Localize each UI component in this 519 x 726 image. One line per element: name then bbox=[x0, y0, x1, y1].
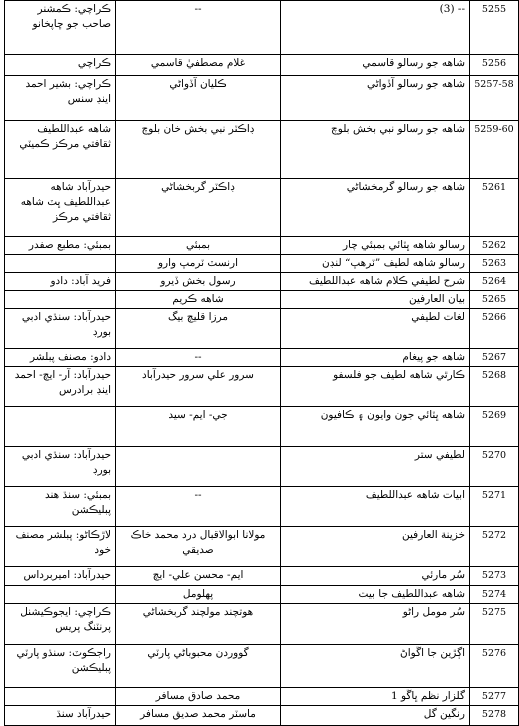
author-cell: سرور علي سرور حيدرآباد bbox=[116, 367, 281, 407]
title-cell: گلزار نظم ڀاڱو 1 bbox=[281, 688, 470, 706]
publisher-cell: بمبئي: سنڌ هند پبليڪشن bbox=[5, 487, 116, 527]
entry-number-cell: 5271 bbox=[470, 487, 519, 527]
author-cell: ڊاڪٽر نبي بخش خان بلوچ bbox=[116, 121, 281, 179]
publisher-cell: شاهه عبداللطيف ثقافتي مرڪز ڪميٽي bbox=[5, 121, 116, 179]
publisher-cell bbox=[5, 255, 116, 273]
author-cell: گووردن محبوباڻي پارٽي bbox=[116, 645, 281, 688]
title-cell: شاهه عبداللطيف جا بيت bbox=[281, 586, 470, 604]
table-row bbox=[5, 645, 519, 688]
title-cell: سُر مارئي bbox=[281, 567, 470, 586]
author-cell: ماسٽر محمد صديق مسافر bbox=[116, 706, 281, 726]
table-row bbox=[5, 407, 519, 447]
author-cell: -- bbox=[116, 1, 281, 55]
table-row bbox=[5, 706, 519, 726]
entry-number-cell: 5263 bbox=[470, 255, 519, 273]
table-row bbox=[5, 55, 519, 76]
title-cell: بيان العارفين bbox=[281, 291, 470, 309]
entry-number-cell: 5274 bbox=[470, 586, 519, 604]
author-cell: بمبئي bbox=[116, 237, 281, 255]
title-cell: ڪارٿي شاهه لطيف جو فلسفو bbox=[281, 367, 470, 407]
title-cell: ابيات شاهه عبداللطيف bbox=[281, 487, 470, 527]
table-row bbox=[5, 255, 519, 273]
publisher-cell: حيدرآباد: سنڌي ادبي بورڊ bbox=[5, 447, 116, 487]
entry-number-cell: 5265 bbox=[470, 291, 519, 309]
title-cell: -- (3) bbox=[281, 1, 470, 55]
author-cell: رسول بخش ڏيرو bbox=[116, 273, 281, 291]
title-cell: رنگين گل bbox=[281, 706, 470, 726]
publisher-cell: حيدرآباد: سنڌي ادبي بورڊ bbox=[5, 309, 116, 349]
publisher-cell: ڪراچي: ايجوڪيشنل پرنٽنگ پريس bbox=[5, 604, 116, 645]
table-row bbox=[5, 291, 519, 309]
publisher-cell bbox=[5, 688, 116, 706]
table-row bbox=[5, 76, 519, 121]
title-cell: اڳڙين جا اڱواڻ bbox=[281, 645, 470, 688]
title-cell: لطيفي ستر bbox=[281, 447, 470, 487]
table-row bbox=[5, 527, 519, 567]
author-cell bbox=[116, 447, 281, 487]
table-row bbox=[5, 447, 519, 487]
publisher-cell bbox=[5, 407, 116, 447]
entry-number-cell: 5261 bbox=[470, 179, 519, 237]
author-cell: ايم- محسن علي- ايچ bbox=[116, 567, 281, 586]
entry-number-cell: 5262 bbox=[470, 237, 519, 255]
table-row bbox=[5, 237, 519, 255]
title-cell: شاهه ڀٽائي جون وايون ۽ ڪافيون bbox=[281, 407, 470, 447]
author-cell: ڊاڪٽر گربخشاڻي bbox=[116, 179, 281, 237]
title-cell: شاهه جو رسالو گرمخشاڻي bbox=[281, 179, 470, 237]
table-row bbox=[5, 121, 519, 179]
entry-number-cell: 5277 bbox=[470, 688, 519, 706]
entry-number-cell: 5270 bbox=[470, 447, 519, 487]
publisher-cell: بمبئي: مطبع صفدر bbox=[5, 237, 116, 255]
table-row bbox=[5, 688, 519, 706]
publisher-cell: لاڙڪاڻو: پبلشر مصنف خود bbox=[5, 527, 116, 567]
publisher-cell: فريد آباد: دادو bbox=[5, 273, 116, 291]
entry-number-cell: 5267 bbox=[470, 349, 519, 367]
author-cell: ارنسٽ ٽرمپ وارو bbox=[116, 255, 281, 273]
publisher-cell: حيدرآباد: آر- ايچ- احمد اينڊ برادرس bbox=[5, 367, 116, 407]
author-cell: غلام مصطفيٰ قاسمي bbox=[116, 55, 281, 76]
entry-number-cell: 5269 bbox=[470, 407, 519, 447]
title-cell: رسالو شاهه ڀٽائي بمبئي چار bbox=[281, 237, 470, 255]
author-cell: ڪليان آڏواڻي bbox=[116, 76, 281, 121]
publisher-cell: حيدرآباد شاهه عبداللطيف ڀٽ شاهه ثقافتي مرڪز bbox=[5, 179, 116, 237]
entry-number-cell: 5275 bbox=[470, 604, 519, 645]
entry-number-cell: 5278 bbox=[470, 706, 519, 726]
publisher-cell: دادو: مصنف پبلشر bbox=[5, 349, 116, 367]
publisher-cell: ڪراچي: بشير احمد اينڊ سنس bbox=[5, 76, 116, 121]
title-cell: شاهه جو رسالو آڏواڻي bbox=[281, 76, 470, 121]
title-cell: شاهه جو رسالو قاسمي bbox=[281, 55, 470, 76]
title-cell: لغات لطيفي bbox=[281, 309, 470, 349]
title-cell: شاهه جو رسالو نبي بخش بلوچ bbox=[281, 121, 470, 179]
publisher-cell: ڪراچي bbox=[5, 55, 116, 76]
bibliography-table bbox=[4, 0, 519, 726]
table-row bbox=[5, 273, 519, 291]
publisher-cell: حيدرآباد سنڌ bbox=[5, 706, 116, 726]
author-cell: محمد صادق مسافر bbox=[116, 688, 281, 706]
publisher-cell: حيدرآباد: اميربرداس bbox=[5, 567, 116, 586]
table-row bbox=[5, 586, 519, 604]
entry-number-cell: 5256 bbox=[470, 55, 519, 76]
table-row bbox=[5, 487, 519, 527]
entry-number-cell: 5259-60 bbox=[470, 121, 519, 179]
title-cell: شاهه جو پيغام bbox=[281, 349, 470, 367]
table-row bbox=[5, 604, 519, 645]
title-cell: سُر مومل راڻو bbox=[281, 604, 470, 645]
author-cell: مولانا ابوالاقبال درد محمد خاڪ صديقي bbox=[116, 527, 281, 567]
publisher-cell bbox=[5, 586, 116, 604]
table-row bbox=[5, 309, 519, 349]
author-cell: -- bbox=[116, 487, 281, 527]
entry-number-cell: 5272 bbox=[470, 527, 519, 567]
title-cell: شرح لطيفي ڪلام شاهه عبداللطيف bbox=[281, 273, 470, 291]
entry-number-cell: 5255 bbox=[470, 1, 519, 55]
author-cell: هوتچند مولچند گربخشاڻي bbox=[116, 604, 281, 645]
entry-number-cell: 5268 bbox=[470, 367, 519, 407]
entry-number-cell: 5276 bbox=[470, 645, 519, 688]
entry-number-cell: 5273 bbox=[470, 567, 519, 586]
title-cell: خزينة العارفين bbox=[281, 527, 470, 567]
table-row bbox=[5, 1, 519, 55]
author-cell: -- bbox=[116, 349, 281, 367]
title-cell: رسالو شاهه لطيف ”ٽرهپ“ لنڊن bbox=[281, 255, 470, 273]
entry-number-cell: 5257-58 bbox=[470, 76, 519, 121]
publisher-cell: ڪراچي: ڪمشنر صاحب جو ڇاپخانو bbox=[5, 1, 116, 55]
author-cell: پهلومل bbox=[116, 586, 281, 604]
author-cell: جي- ايم- سيد bbox=[116, 407, 281, 447]
table-row bbox=[5, 567, 519, 586]
table-row bbox=[5, 179, 519, 237]
author-cell: مرزا قليچ بيگ bbox=[116, 309, 281, 349]
author-cell: شاهه ڪريم bbox=[116, 291, 281, 309]
entry-number-cell: 5264 bbox=[470, 273, 519, 291]
publisher-cell: راجڪوٽ: سنڌو پارٽي پبليڪشن bbox=[5, 645, 116, 688]
entry-number-cell: 5266 bbox=[470, 309, 519, 349]
publisher-cell bbox=[5, 291, 116, 309]
table-row bbox=[5, 349, 519, 367]
bibliography-table-body bbox=[5, 1, 519, 726]
table-row bbox=[5, 367, 519, 407]
